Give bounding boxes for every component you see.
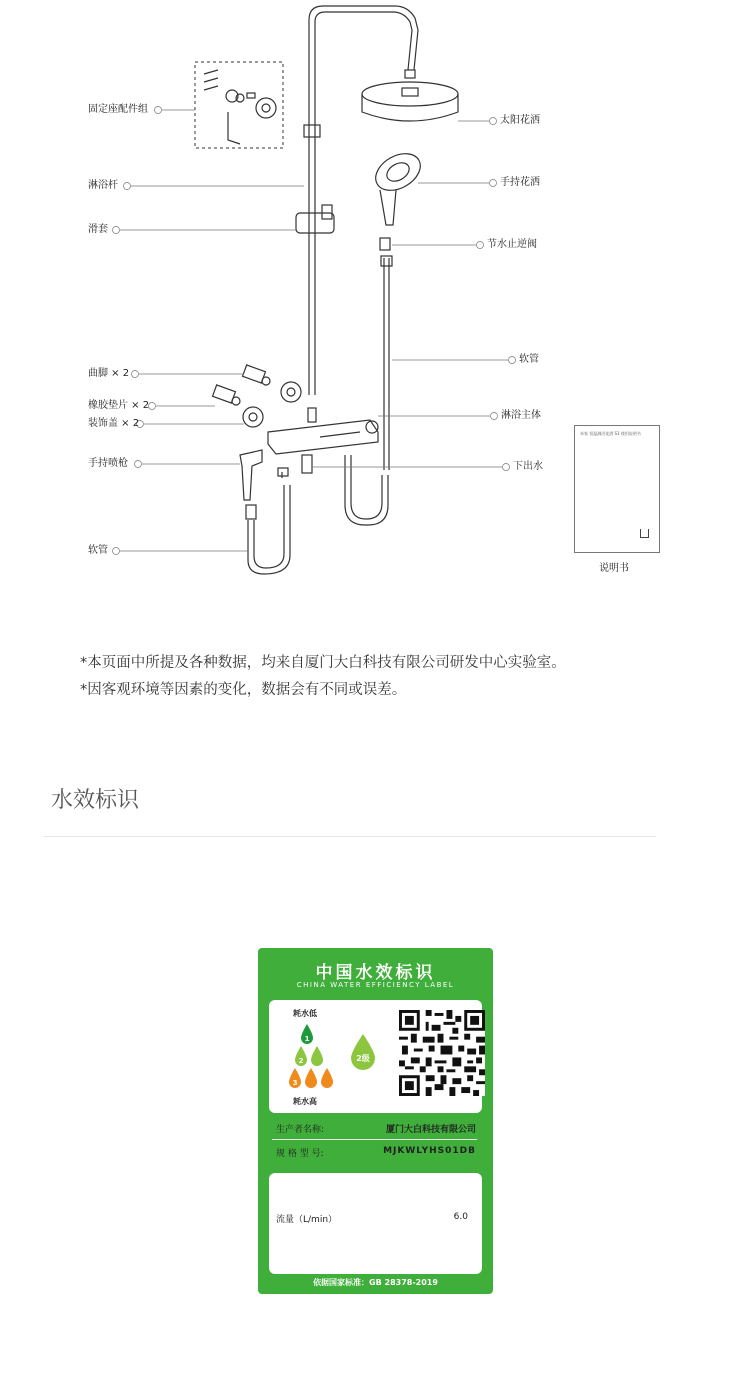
grade-drop-3 <box>289 1068 333 1088</box>
grade-3-text: 3 <box>292 1079 298 1087</box>
low-consumption-text: 耗水低 <box>293 1009 317 1018</box>
flow-value: 6.0 <box>453 1212 468 1222</box>
label-hose-left: 软管 <box>88 545 108 556</box>
water-efficiency-label <box>258 948 493 1294</box>
disclaimer-notes <box>80 650 566 704</box>
model-value: MJKWLYHS01DB <box>383 1146 476 1156</box>
shower-rod-shape <box>309 6 418 395</box>
label-sun-shower: 太阳花洒 <box>500 115 540 126</box>
section-divider <box>44 836 656 837</box>
label-hand-spray-gun: 手持喷枪 <box>88 458 128 469</box>
note-line: *本页面中所提及各种数据，均来自厦门大白科技有限公司研发中心实验室。 <box>80 655 566 671</box>
label-rubber-gasket: 橡胶垫片 × 2 <box>88 400 150 411</box>
flow-label: 流量（L/min） <box>276 1215 338 1225</box>
model-row <box>276 1146 476 1159</box>
manufacturer-value: 厦门大白科技有限公司 <box>385 1125 476 1135</box>
manufacturer-label: 生产者名称: <box>276 1125 325 1135</box>
label-hand-shower: 手持花洒 <box>500 177 540 188</box>
manual-cover-text: 米家 恒温淋浴花洒 S1 使用说明书 <box>580 431 641 436</box>
sun-shower-shape <box>362 82 458 106</box>
qr-code-icon <box>399 1010 485 1096</box>
label-subtitle: CHINA WATER EFFICIENCY LABEL <box>296 981 455 989</box>
label-shower-rod: 淋浴杆 <box>88 180 118 191</box>
manufacturer-row <box>276 1122 476 1135</box>
label-hose-right: 软管 <box>519 354 539 365</box>
label-manual: 说明书 <box>599 563 629 574</box>
model-label: 规 格 型 号: <box>276 1149 324 1159</box>
grade-2-text: 2 <box>298 1057 304 1065</box>
label-decorative-cover: 装饰盖 × 2 <box>88 418 140 429</box>
standard-footer: 依据国家标准：GB 28378-2019 <box>313 1278 438 1287</box>
current-grade-drop <box>351 1034 375 1070</box>
mi-logo-icon <box>640 529 649 538</box>
grade-1-text: 1 <box>304 1035 310 1043</box>
label-title: 中国水效标识 <box>315 963 436 983</box>
note-line: *因客观环境等因素的变化，数据会有不同或误差。 <box>80 682 407 698</box>
current-grade-text: 2级 <box>356 1054 370 1063</box>
label-check-valve: 节水止逆阀 <box>487 239 537 250</box>
grade-panel <box>269 1000 482 1113</box>
label-fixing-seat-kit: 固定座配件组 <box>88 104 148 115</box>
grade-drop-2 <box>295 1046 323 1066</box>
flow-panel <box>269 1173 482 1274</box>
label-sliding-sleeve: 滑套 <box>88 224 108 235</box>
label-curved-leg: 曲脚 × 2 <box>88 368 130 379</box>
label-bottom-outlet: 下出水 <box>513 461 543 472</box>
manual-booklet <box>574 425 660 553</box>
exploded-diagram <box>0 0 750 600</box>
row-divider <box>272 1139 477 1140</box>
leader-lines <box>113 107 516 555</box>
grade-drop-1 <box>301 1024 313 1044</box>
high-consumption-text: 耗水高 <box>293 1097 317 1106</box>
label-shower-body: 淋浴主体 <box>501 410 541 421</box>
grade-drops <box>269 1018 409 1108</box>
section-title: 水效标识 <box>51 788 140 813</box>
